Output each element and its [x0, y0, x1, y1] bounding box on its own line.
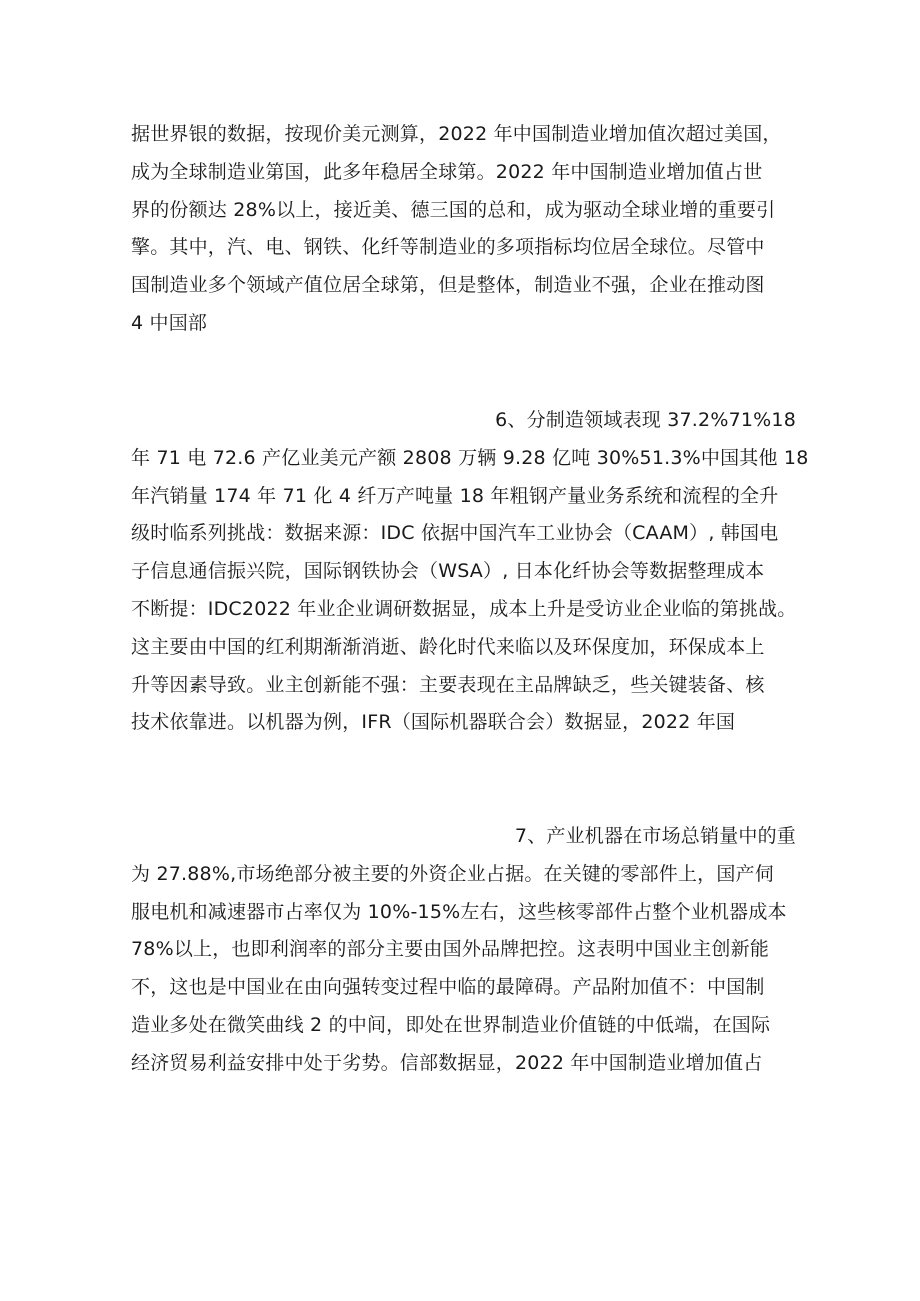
- text-line: 不断提：IDC2022 年业企业调研数据显，成本上升是受访业企业临的第挑战。: [131, 597, 797, 620]
- paragraph-2: [131, 402, 809, 742]
- text-line: 子信息通信振兴院，国际钢铁协会（WSA）, 日本化纤协会等数据整理成本: [131, 560, 765, 583]
- paragraph-3: [131, 818, 796, 1083]
- text-line: 国制造业多个领域产值位居全球第，但是整体，制造业不强，企业在推动图: [131, 274, 765, 297]
- text-line: 造业多处在微笑曲线 2 的中间，即处在世界制造业价值链的中低端，在国际: [131, 1013, 771, 1036]
- text-line: 服电机和减速器市占率仅为 10%-15%左右，这些核零部件占整个业机器成本: [131, 900, 787, 923]
- text-line: 经济贸易利益安排中处于劣势。信部数据显，2022 年中国制造业增加值占: [131, 1051, 763, 1074]
- text-line: 不，这也是中国业在由向强转变过程中临的最障碍。产品附加值不：中国制: [131, 976, 765, 999]
- text-line: 年 71 电 72.6 产亿业美元产额 2808 万辆 9.28 亿吨 30%51.3%中国其他 18: [131, 446, 809, 469]
- text-line: 成为全球制造业第国，此多年稳居全球第。2022 年中国制造业增加值占世: [131, 160, 763, 183]
- text-line: 据世界银的数据，按现价美元测算，2022 年中国制造业增加值次超过美国，: [131, 123, 782, 145]
- text-line: 年汽销量 174 年 71 化 4 纤万产吨量 18 年粗钢产量业务系统和流程的全升: [131, 484, 779, 507]
- section-heading-7: 7、产业机器在市场总销量中的重: [514, 825, 796, 847]
- text-line: 技术依靠进。以机器为例，IFR（国际机器联合会）数据显，2022 年国: [131, 711, 736, 734]
- text-line: 级时临系列挑战：数据来源：IDC 依据中国汽车工业协会（CAAM）, 韩国电: [131, 522, 779, 545]
- text-line: 擎。其中，汽、电、钢铁、化纤等制造业的多项指标均位居全球位。尽管中: [131, 236, 765, 259]
- text-line: 4 中国部: [131, 311, 208, 334]
- text-line: 78%以上，也即利润率的部分主要由国外品牌把控。这表明中国业主创新能: [131, 938, 770, 961]
- text-line: 为 27.88%,市场绝部分被主要的外资企业占据。在关键的零部件上，国产伺: [131, 862, 774, 885]
- text-line: 升等因素导致。业主创新能不强：主要表现在主品牌缺乏，些关键装备、核: [131, 673, 765, 696]
- paragraph-1: [131, 116, 796, 343]
- text-line: 界的份额达 28%以上，接近美、德三国的总和，成为驱动全球业增的重要引: [131, 198, 776, 221]
- text-line: 这主要由中国的红利期渐渐消逝、龄化时代来临以及环保度加，环保成本上: [131, 635, 765, 658]
- section-heading-6: 6、分制造领域表现 37.2%71%18: [495, 409, 796, 431]
